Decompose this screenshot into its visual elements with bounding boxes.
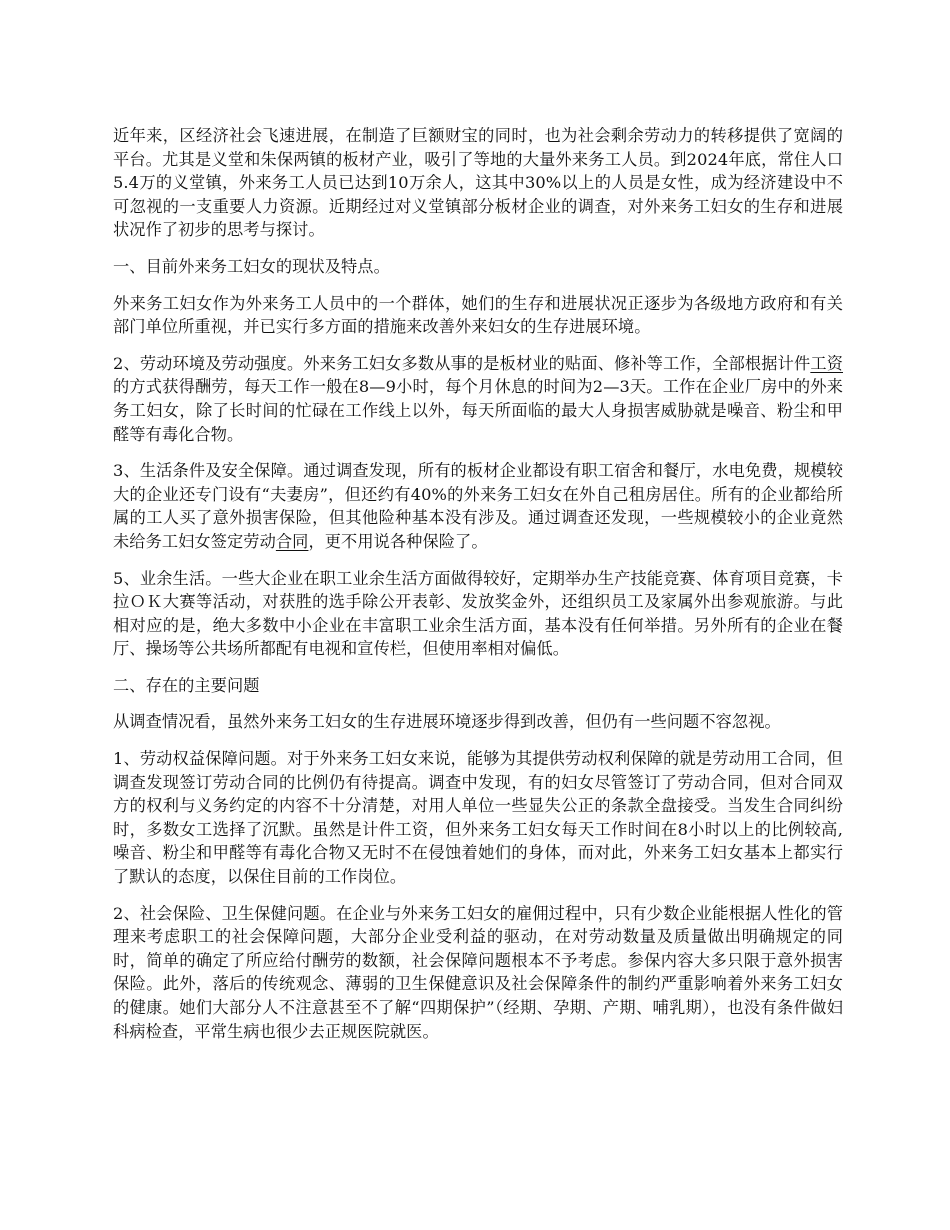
- paragraph-overview: 外来务工妇女作为外来务工人员中的一个群体，她们的生存和进展状况正逐步为各级地方政府和有关部门单位所重视，并已实行多方面的措施来改善外来妇女的生存进展环境。: [113, 293, 843, 337]
- paragraph-survey: 从调查情况看，虽然外来务工妇女的生存进展环境逐步得到改善，但仍有一些问题不容忽视。: [113, 712, 781, 732]
- paragraph-leisure: 5、业余生活。一些大企业在职工业余生活方面做得较好，定期举办生产技能竞赛、体育项目竞赛，卡拉ＯＫ大赛等活动，对获胜的选手除公开表彰、发放奖金外，还组织员工及家属外出参观旅游。与此相对应的是，绝大多数中小企业在丰富职工业余生活方面，基本没有任何举措。另外所有的企业在餐厅、操场等公共场所都配有电视和宣传栏，但使用率相对偏低。: [113, 568, 843, 659]
- link-contract[interactable]: 合同: [275, 531, 309, 551]
- link-wages[interactable]: 工资: [810, 353, 843, 373]
- paragraph-intro: 近年来，区经济社会飞速进展，在制造了巨额财宝的同时，也为社会剩余劳动力的转移提供了宽阔的平台。尤其是义堂和朱保两镇的板材产业，吸引了等地的大量外来务工人员。到2024年底，常住人口5.4万的义堂镇，外来务工人员已达到10万余人，这其中30%以上的人员是女性，成为经济建设中不可忽视的一支重要人力资源。近期经过对义堂镇部分板材企业的调查，对外来务工妇女的生存和进展状况作了初步的思考与探讨。: [113, 126, 843, 240]
- section-heading-1: 一、目前外来务工妇女的现状及特点。: [113, 256, 390, 276]
- text-span: 的方式获得酬劳，每天工作一般在8—9小时，每个月休息的时间为2—3天。工作在企业厂房中的外来务工妇女，除了长时间的忙碌在工作线上以外，每天所面临的最大人身损害威胁就是噪音、粉尘和甲醛等有毒化合物。: [113, 377, 843, 444]
- paragraph-labor-rights: 1、劳动权益保障问题。对于外来务工妇女来说，能够为其提供劳动权利保障的就是劳动用工合同，但调查发现签订劳动合同的比例仍有待提高。调查中发现，有的妇女尽管签订了劳动合同，但对合同双方的权利与义务约定的内容不十分清楚，对用人单位一些显失公正的条款全盘接受。当发生合同纠纷时，多数女工选择了沉默。虽然是计件工资，但外来务工妇女每天工作时间在8小时以上的比例较高,噪音、粉尘和甲醛等有毒化合物又无时不在侵蚀着她们的身体，而对此，外来务工妇女基本上都实行了默认的态度，以保住目前的工作岗位。: [113, 749, 843, 887]
- paragraph-social-insurance: 2、社会保险、卫生保健问题。在企业与外来务工妇女的雇佣过程中，只有少数企业能根据人性化的管理来考虑职工的社会保障问题，大部分企业受利益的驱动，在对劳动数量及质量做出明确规定的同时，简单的确定了所应给付酬劳的数额，社会保障问题根本不予考虑。参保内容大多只限于意外损害保险。此外，落后的传统观念、薄弱的卫生保健意识及社会保障条件的制约严重影响着外来务工妇女的健康。她们大部分人不注意甚至不了解“四期保护”（经期、孕期、产期、哺乳期），也没有条件做妇科病检查，平常生病也很少去正规医院就医。: [113, 903, 843, 1041]
- paragraph-work-environment: [113, 352, 843, 446]
- text-span: ，更不用说各种保险了。: [308, 531, 488, 551]
- section-heading-2: 二、存在的主要问题: [113, 675, 260, 695]
- text-span: 3、生活条件及安全保障。通过调查发现，所有的板材企业都设有职工宿舍和餐厅，水电免费，规模较大的企业还专门设有“夫妻房”，但还约有40%的外来务工妇女在外自己租房居住。所有的企业都给所属的工人买了意外损害保险，但其他险种基本没有涉及。通过调查还发现，一些规模较小的企业竟然未给务工妇女签定劳动: [113, 461, 843, 551]
- paragraph-living-conditions: [113, 459, 843, 553]
- text-span: 2、劳动环境及劳动强度。外来务工妇女多数从事的是板材业的贴面、修补等工作，全部根据计件: [113, 353, 811, 373]
- document-page: [113, 124, 843, 1056]
